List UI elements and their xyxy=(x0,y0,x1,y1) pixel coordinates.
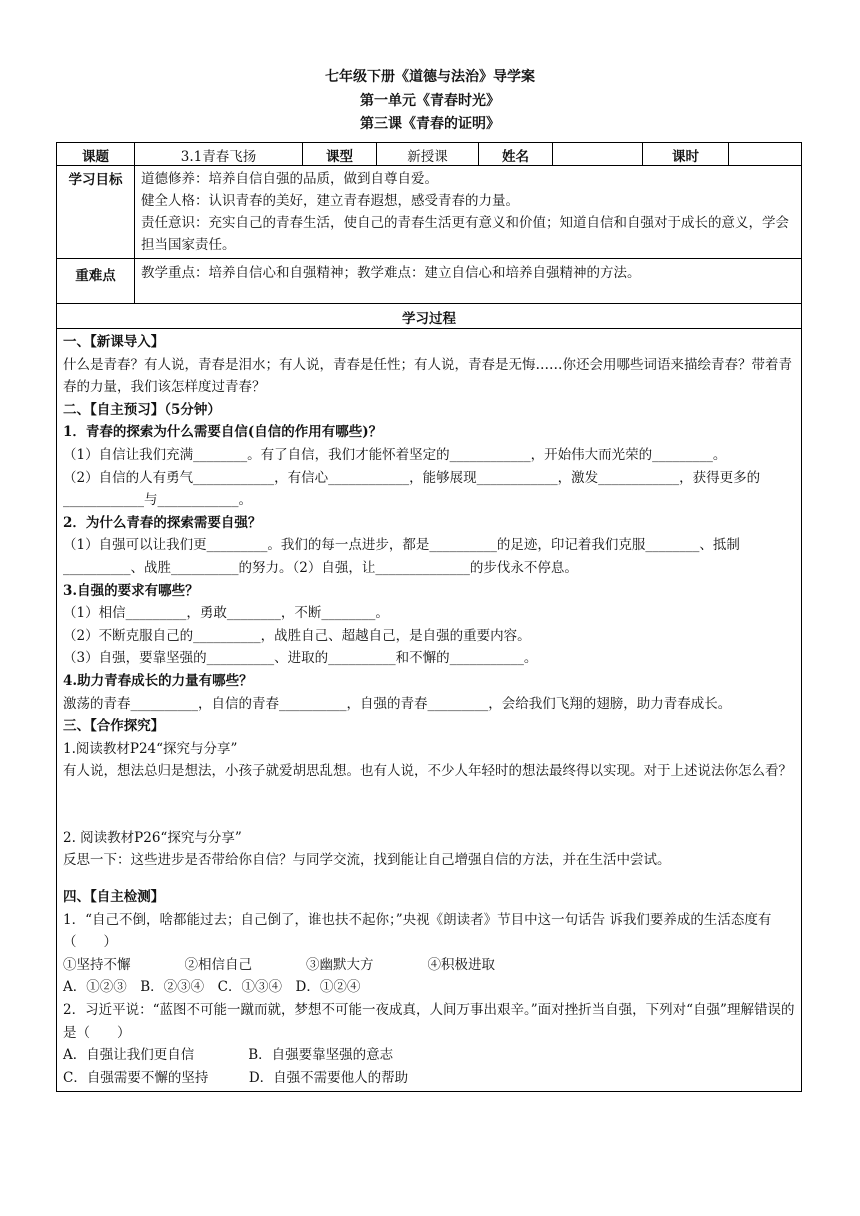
paragraph: 有人说，想法总归是想法，小孩子就爱胡思乱想。也有人说，不少人年轻时的想法最终得以实现。对于上述说法你怎么看？ xyxy=(63,763,792,780)
fill-in-line: （3）自强，要靠坚强的__________、进取的__________和不懈的___________。 xyxy=(63,650,538,667)
name-label: 姓名 xyxy=(479,143,553,165)
period-label: 课时 xyxy=(643,143,729,165)
period-field[interactable] xyxy=(729,143,801,165)
quiz-options: A．①②③ B．②③④ C．①③④ D．①②④ xyxy=(63,979,361,996)
question-heading: 2．为什么青春的探索需要自强？ xyxy=(63,514,262,531)
section-heading: 三、【合作探究】 xyxy=(63,718,165,735)
task-heading: 2. 阅读教材P26“探究与分享” xyxy=(63,829,242,846)
question-heading: 4.助力青春成长的力量有哪些？ xyxy=(63,672,253,689)
process-title-row xyxy=(57,304,801,329)
objective-line: 道德修养：培养自信自强的品质，做到自尊自爱。 xyxy=(141,171,438,187)
type-label: 课型 xyxy=(303,143,377,165)
header-row xyxy=(57,143,801,166)
unit-title: 第一单元《青春时光》 xyxy=(360,93,500,109)
key-points-text: 教学重点：培养自信心和自强精神；教学难点：建立自信心和培养自强精神的方法。 xyxy=(141,265,641,281)
fill-in-line: （2）自信的人有勇气____________，有信心____________，能够展现____________，激发____________，获得更多的____________与____________。 xyxy=(63,469,761,509)
process-body xyxy=(57,329,801,1091)
paragraph: 什么是青春？有人说，青春是泪水；有人说，青春是任性；有人说，青春是无悔……你还会用哪些词语来描绘青春？带着青春的力量，我们该怎样度过青春？ xyxy=(63,356,792,396)
answer-space[interactable] xyxy=(63,872,795,886)
section-heading: 二、【自主预习】（5分钟） xyxy=(63,401,221,418)
question-heading: 3.自强的要求有哪些？ xyxy=(63,582,199,599)
objectives-text xyxy=(135,166,801,258)
process-body-row xyxy=(57,329,801,1091)
lesson-title: 第三课《青春的证明》 xyxy=(360,116,500,132)
study-guide-table xyxy=(56,142,802,1092)
name-field[interactable] xyxy=(553,143,643,165)
objective-line: 健全人格：认识青春的美好，建立青春遐想，感受青春的力量。 xyxy=(141,193,519,209)
answer-space[interactable] xyxy=(63,783,795,827)
quiz-statements: ①坚持不懈 ②相信自己 ③幽默大方 ④积极进取 xyxy=(63,956,495,973)
fill-in-line: （2）不断克服自己的__________，战胜自己、超越自己，是自强的重要内容。 xyxy=(63,627,531,644)
topic-label: 课题 xyxy=(57,143,135,165)
objective-line: 责任意识：充实自己的青春生活，使自己的青春生活更有意义和价值；知道自信和自强对于成长的意义，学会担当国家责任。 xyxy=(141,215,789,253)
question-heading: 1．青春的探索为什么需要自信(自信的作用有哪些)？ xyxy=(63,424,383,441)
section-heading: 四、【自主检测】 xyxy=(63,889,165,906)
quiz-options: C．自强需要不懈的坚持 D．自强不需要他人的帮助 xyxy=(63,1069,409,1086)
task-heading: 1.阅读教材P24“探究与分享” xyxy=(63,740,238,757)
key-points-label: 重难点 xyxy=(57,259,135,303)
key-points-row xyxy=(57,259,801,304)
quiz-question: 2．习近平说：“蓝图不可能一蹴而就，梦想不可能一夜成真，人间万事出艰辛。”面对挫折当自强，下列对“自强”理解错误的是（ ） xyxy=(63,1002,795,1041)
objectives-row xyxy=(57,166,801,259)
doc-title: 七年级下册《道德与法治》导学案 xyxy=(325,69,535,85)
fill-in-line: （1）相信_________，勇敢________，不断________。 xyxy=(63,605,389,622)
quiz-question: 1．“自己不倒，啥都能过去；自己倒了，谁也扶不起你；”央视《朗读者》节目中这一句话告 诉我们要养成的生活态度有（ ） xyxy=(63,911,772,951)
fill-in-line: （1）自强可以让我们更_________。我们的每一点进步，都是__________的足迹，印记着我们克服________、抵制__________、战胜__________的努力。（2）自强，让______________的步伐永不停息。 xyxy=(63,537,740,576)
paragraph: 反思一下：这些进步是否带给你自信？与同学交流，找到能让自己增强自信的方法，并在生活中尝试。 xyxy=(63,852,671,869)
fill-in-line: 激荡的青春__________，自信的青春__________，自强的青春_________，会给我们飞翔的翅膀，助力青春成长。 xyxy=(63,695,732,712)
topic-value: 3.1青春飞扬 xyxy=(135,143,303,165)
quiz-options: A．自强让我们更自信 B．自强要靠坚强的意志 xyxy=(63,1047,394,1064)
section-heading: 一、【新课导入】 xyxy=(63,334,165,350)
type-value: 新授课 xyxy=(377,143,479,165)
fill-in-line: （1）自信让我们充满________。有了自信，我们才能怀着坚定的____________，开始伟大而光荣的_________。 xyxy=(63,446,727,463)
process-title: 学习过程 xyxy=(402,311,456,327)
objectives-label: 学习目标 xyxy=(57,166,135,258)
